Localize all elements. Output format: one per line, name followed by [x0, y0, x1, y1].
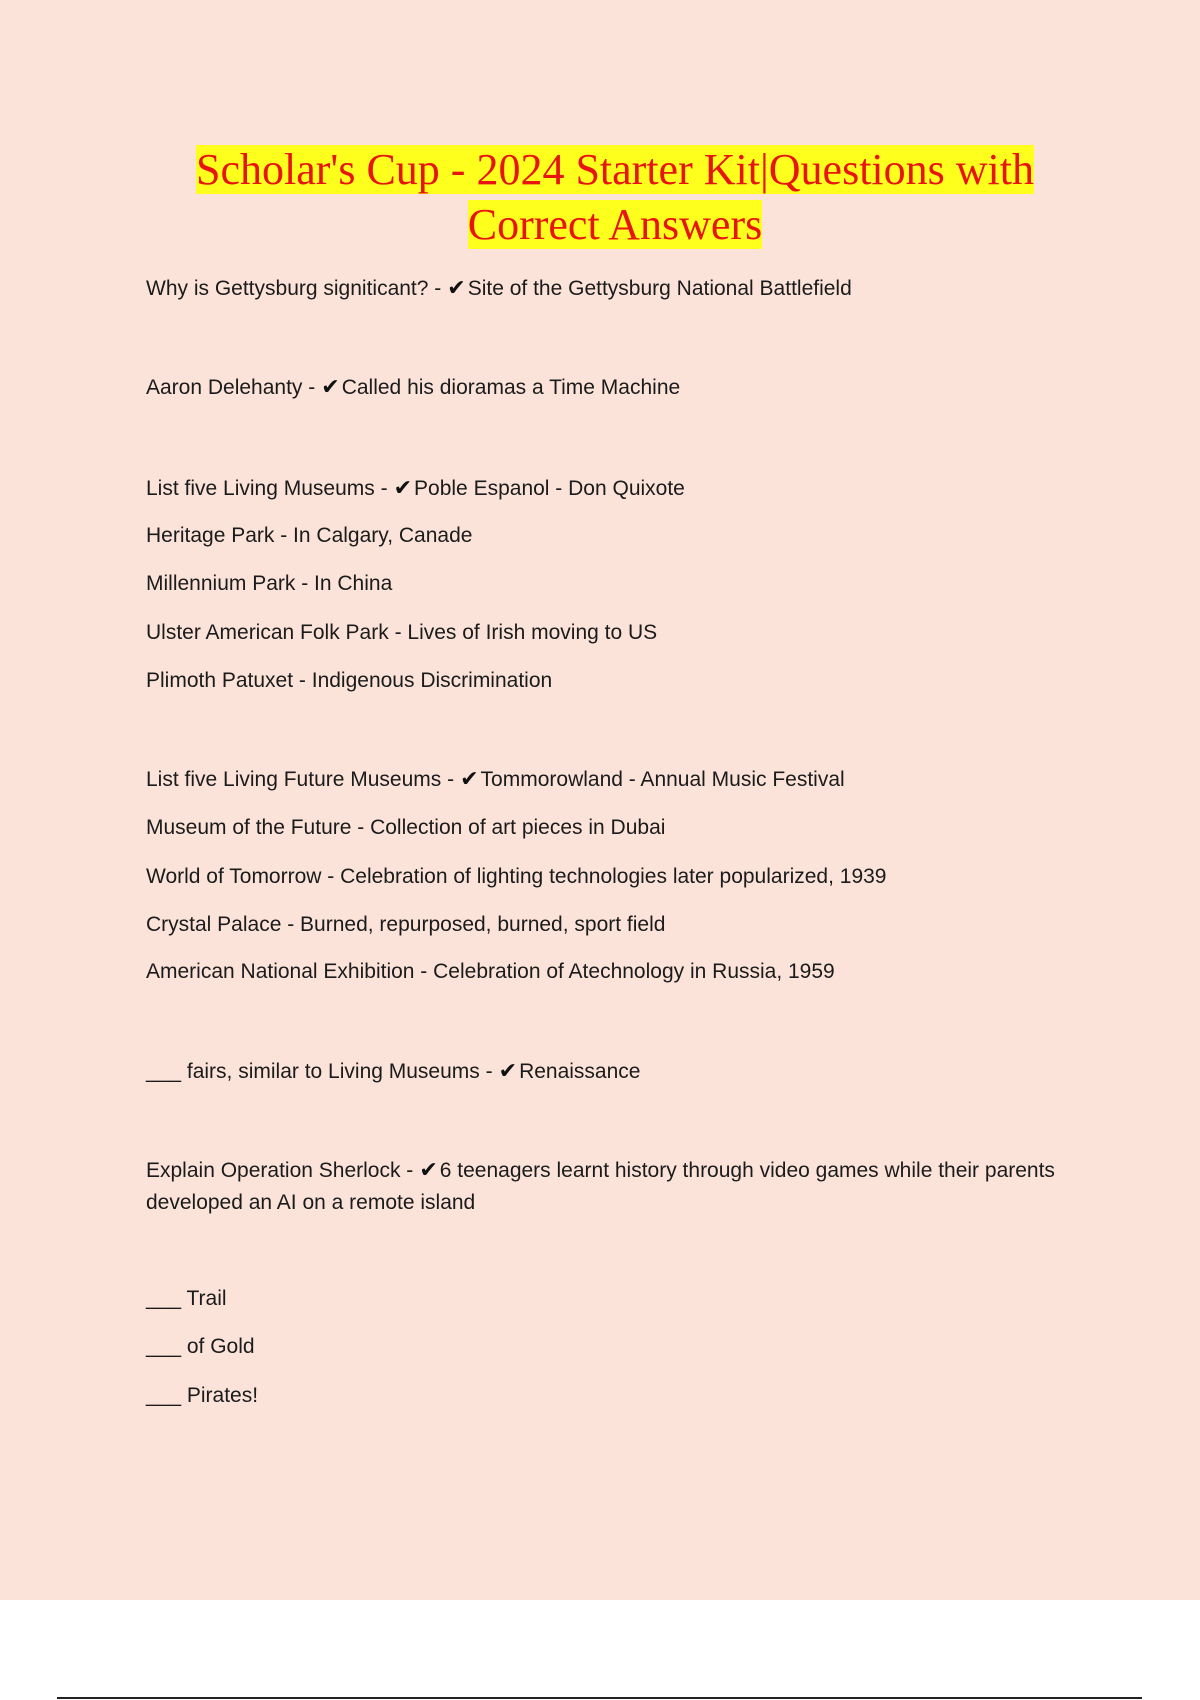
- question-continuation: ___ Pirates!: [146, 1384, 259, 1407]
- answer-text: Called his dioramas a Time Machine: [341, 376, 681, 399]
- answer-continuation: Museum of the Future - Collection of art pieces in Dubai: [146, 816, 666, 839]
- answer-continuation: Plimoth Patuxet - Indigenous Discrimination: [146, 669, 553, 692]
- answer-continuation: Millennium Park - In China: [146, 572, 393, 595]
- answer-continuation: Heritage Park - In Calgary, Canade: [146, 524, 473, 547]
- answer-continuation: World of Tomorrow - Celebration of lighting technologies later popularized, 1939: [146, 865, 887, 888]
- answer-text: Poble Espanol - Don Quixote: [414, 477, 685, 500]
- answer-text: 6 teenagers learnt history through video games while their parents developed an AI on a remote island: [146, 1159, 1055, 1214]
- qa-item: [146, 372, 1066, 404]
- answer-continuation: American National Exhibition - Celebration of Atechnology in Russia, 1959: [146, 960, 835, 983]
- question-text: List five Living Museums -: [146, 477, 388, 500]
- footer-divider: [57, 1697, 1142, 1699]
- answer-text: Site of the Gettysburg National Battlefield: [467, 277, 852, 300]
- title-line-2: Correct Answers: [467, 200, 763, 249]
- check-icon: ✔: [498, 1059, 518, 1084]
- check-icon: ✔: [460, 767, 479, 792]
- answer-text: Renaissance: [519, 1060, 641, 1083]
- question-text: ___ fairs, similar to Living Museums -: [146, 1060, 493, 1083]
- check-icon: ✔: [321, 375, 340, 400]
- page-title: [120, 142, 1110, 252]
- check-icon: ✔: [447, 276, 466, 301]
- title-line-1: Scholar's Cup - 2024 Starter Kit|Questions with: [196, 145, 1034, 194]
- answer-continuation: Ulster American Folk Park - Lives of Irish moving to US: [146, 621, 658, 644]
- answer-text: Tommorowland - Annual Music Festival: [480, 768, 845, 791]
- check-icon: ✔: [419, 1158, 438, 1183]
- qa-item: [146, 1056, 1066, 1088]
- qa-item: [146, 1283, 1066, 1315]
- answer-continuation: Crystal Palace - Burned, repurposed, burned, sport field: [146, 913, 666, 936]
- question-text: Explain Operation Sherlock -: [146, 1159, 414, 1182]
- qa-item: [146, 764, 1066, 796]
- question-continuation: ___ of Gold: [146, 1335, 255, 1358]
- question-text: Why is Gettysburg signiticant? -: [146, 277, 442, 300]
- qa-item: [146, 273, 1066, 305]
- check-icon: ✔: [393, 476, 413, 501]
- qa-item: [146, 473, 1066, 505]
- question-text: ___ Trail: [146, 1287, 227, 1310]
- question-text: Aaron Delehanty -: [146, 376, 316, 399]
- question-text: List five Living Future Museums -: [146, 768, 455, 791]
- qa-item: [146, 1155, 1066, 1219]
